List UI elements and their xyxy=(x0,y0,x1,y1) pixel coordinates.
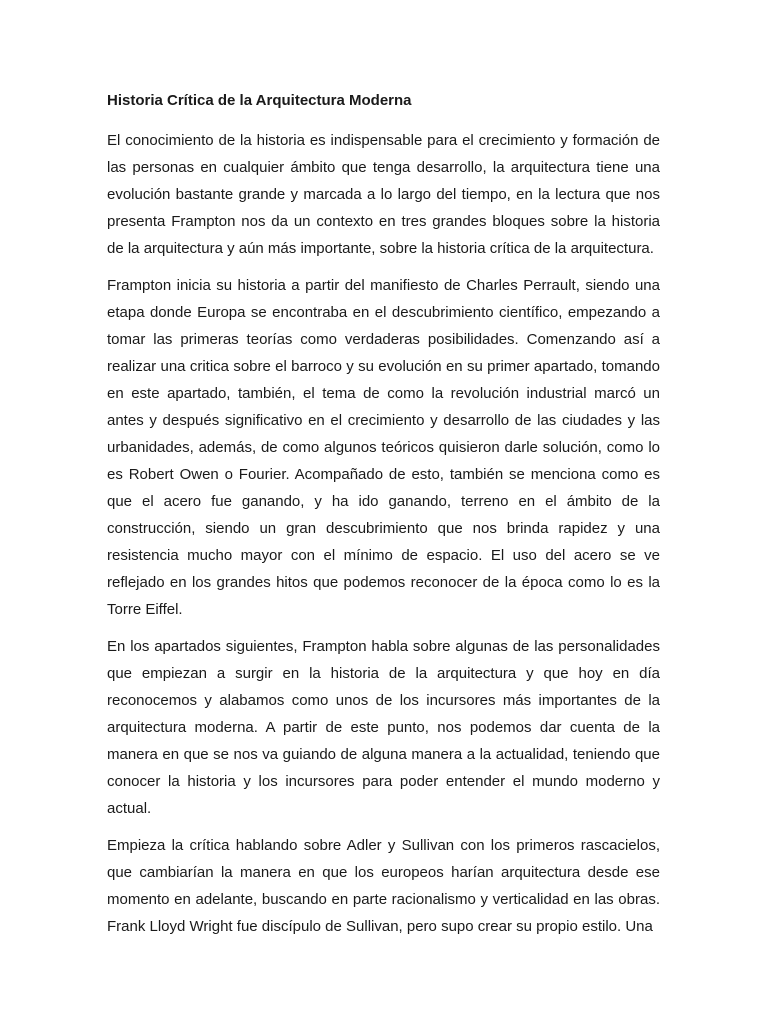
paragraph-1: El conocimiento de la historia es indispensable para el crecimiento y formación de las personas en cualquier ámbito que tenga desarrollo, la arquitectura tiene una evolución bastante grande y marcada a lo largo del tiempo, en la lectura que nos presenta Frampton nos da un contexto en tres grandes bloques sobre la historia de la arquitectura y aún más importante, sobre la historia crítica de la arquitectura. xyxy=(107,132,660,257)
paragraph-4: Empieza la crítica hablando sobre Adler y Sullivan con los primeros rascacielos, que cambiarían la manera en que los europeos harían arquitectura desde ese momento en adelante, buscando en parte racionalismo y verticalidad en las obras. Frank Lloyd Wright fue discípulo de Sullivan, pero supo crear su propio estilo. Una xyxy=(107,837,660,935)
paragraph-2: Frampton inicia su historia a partir del manifiesto de Charles Perrault, siendo una etapa donde Europa se encontraba en el descubrimiento científico, empezando a tomar las primeras teorías como verdaderas posibilidades. Comenzando así a realizar una critica sobre el barroco y su evolución en su primer apartado, tomando en este apartado, también, el tema de como la revolución industrial marcó un antes y después significativo en el crecimiento y desarrollo de las ciudades y las urbanidades, además, de como algunos teóricos quisieron darle solución, como lo es Robert Owen o Fourier. Acompañado de esto, también se menciona como es que el acero fue ganando, y ha ido ganando, terreno en el ámbito de la construcción, siendo un gran descubrimiento que nos brinda rapidez y una resistencia mucho mayor con el mínimo de espacio. El uso del acero se ve reflejado en los grandes hitos que podemos reconocer de la época como lo es la Torre Eiffel. xyxy=(107,277,660,618)
paragraph-3: En los apartados siguientes, Frampton habla sobre algunas de las personalidades que empiezan a surgir en la historia de la arquitectura y que hoy en día reconocemos y alabamos como unos de los incursores más importantes de la arquitectura moderna. A partir de este punto, nos podemos dar cuenta de la manera en que se nos va guiando de alguna manera a la actualidad, teniendo que conocer la historia y los incursores para poder entender el mundo moderno y actual. xyxy=(107,638,660,817)
document-title: Historia Crítica de la Arquitectura Moderna xyxy=(107,92,412,109)
